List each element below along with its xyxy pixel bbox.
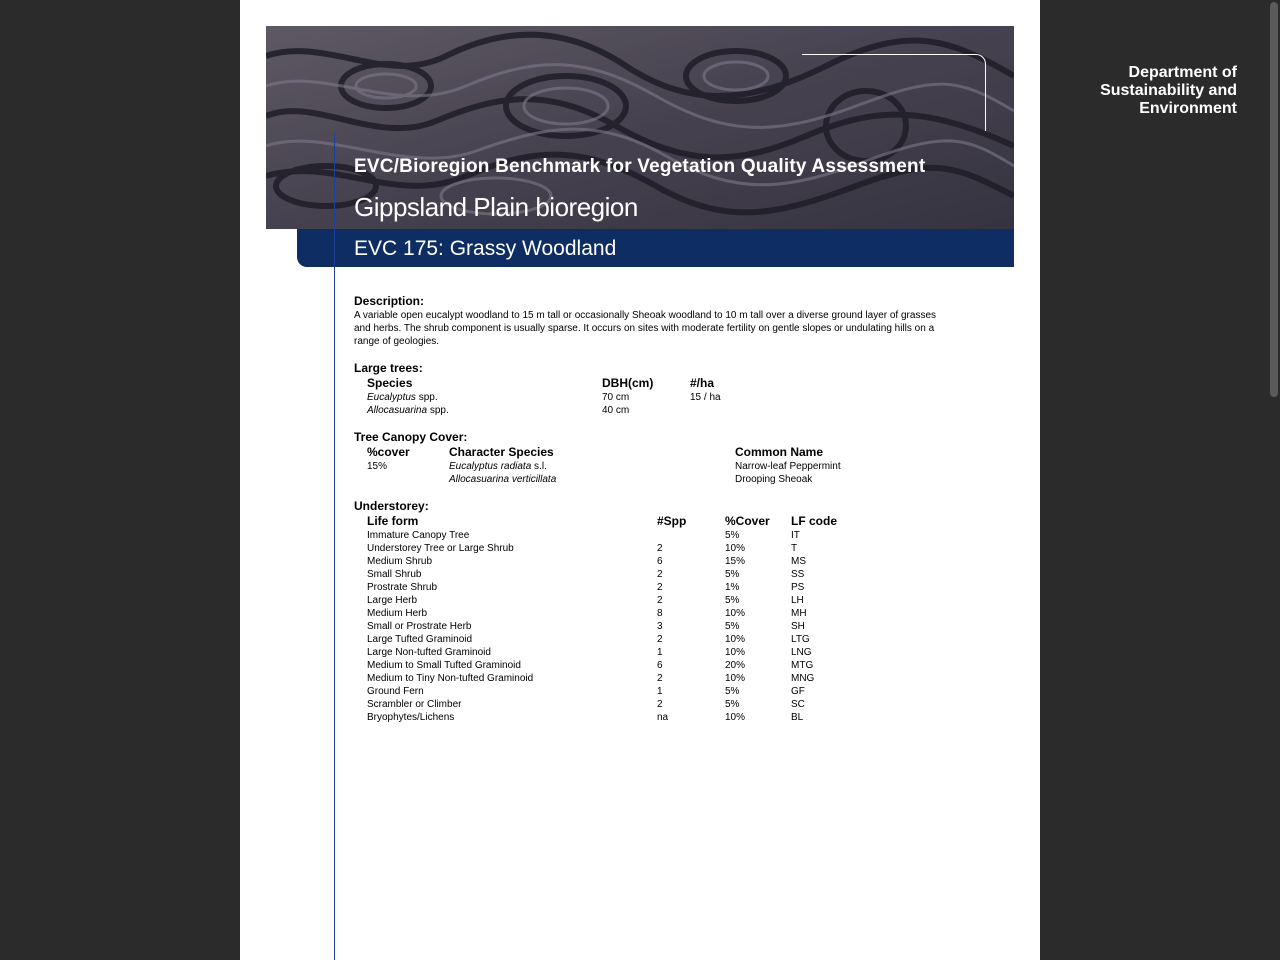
- spp-count-cell: 2: [657, 543, 663, 554]
- spp-count-cell: 2: [657, 595, 663, 606]
- benchmark-content: [354, 294, 974, 724]
- spp-count-cell: 2: [657, 673, 663, 684]
- cover-cell: 5%: [725, 699, 740, 710]
- life-form-cell: Medium Shrub: [367, 556, 433, 567]
- life-form-cell: Medium Herb: [367, 608, 428, 619]
- table-row: [354, 594, 974, 607]
- evc-title: EVC 175: Grassy Woodland: [354, 237, 617, 260]
- description-text: A variable open eucalypt woodland to 15 m tall or occasionally Sheoak woodland to 10 m tall over a diverse ground layer of grasses and herbs. The shrub component is usually sparse. It occurs on sites with moderate fertility on gentle slopes or undulating hills on a range of geologies.: [354, 310, 937, 347]
- spp-count-cell: 2: [657, 634, 663, 645]
- cover-cell: 15%: [367, 461, 388, 472]
- table-row: [354, 473, 974, 486]
- lf-code-cell: T: [791, 543, 798, 554]
- table-row: [354, 607, 974, 620]
- life-form-cell: Scrambler or Climber: [367, 699, 462, 710]
- column-header: Life form: [367, 514, 419, 528]
- understorey-table-body: [354, 529, 974, 724]
- document-title: EVC/Bioregion Benchmark for Vegetation Quality Assessment: [354, 156, 926, 177]
- table-row: [354, 555, 974, 568]
- canopy-header-row: [354, 445, 974, 460]
- cover-cell: 5%: [725, 569, 740, 580]
- spp-count-cell: 2: [657, 569, 663, 580]
- lf-code-cell: SC: [791, 699, 805, 710]
- spp-count-cell: 1: [657, 647, 663, 658]
- life-form-cell: Small Shrub: [367, 569, 422, 580]
- table-row: [354, 581, 974, 594]
- species-cell: Eucalyptus radiata s.l.: [449, 461, 547, 472]
- column-header: Species: [367, 376, 413, 390]
- life-form-cell: Bryophytes/Lichens: [367, 712, 455, 723]
- table-row: [354, 620, 974, 633]
- species-cell: Eucalyptus spp.: [367, 392, 438, 403]
- description-heading: Description:: [354, 294, 425, 308]
- understorey-header-row: [354, 514, 974, 529]
- table-row: [354, 711, 974, 724]
- viewer-scrollbar[interactable]: [1268, 0, 1280, 960]
- cover-cell: 1%: [725, 582, 740, 593]
- understorey-heading: Understorey:: [354, 499, 429, 513]
- table-row: [354, 529, 974, 542]
- lf-code-cell: IT: [791, 530, 800, 541]
- life-form-cell: Large Tufted Graminoid: [367, 634, 473, 645]
- cover-cell: 10%: [725, 712, 746, 723]
- dbh-cell: 40 cm: [602, 405, 630, 416]
- lf-code-cell: LNG: [791, 647, 812, 658]
- per-ha-cell: 15 / ha: [690, 392, 721, 403]
- lf-code-cell: BL: [791, 712, 804, 723]
- lf-code-cell: MH: [791, 608, 807, 619]
- spp-count-cell: 6: [657, 556, 663, 567]
- life-form-cell: Medium to Small Tufted Graminoid: [367, 660, 521, 671]
- table-row: [354, 685, 974, 698]
- lf-code-cell: LH: [791, 595, 804, 606]
- lf-code-cell: LTG: [791, 634, 810, 645]
- canopy-heading: Tree Canopy Cover:: [354, 430, 468, 444]
- table-row: [354, 659, 974, 672]
- scrollbar-thumb[interactable]: [1270, 2, 1278, 397]
- life-form-cell: Large Non-tufted Graminoid: [367, 647, 491, 658]
- spp-count-cell: 2: [657, 582, 663, 593]
- spp-count-cell: na: [657, 712, 669, 723]
- table-row: [354, 460, 974, 473]
- lf-code-cell: SH: [791, 621, 805, 632]
- cover-cell: 5%: [725, 595, 740, 606]
- life-form-cell: Prostrate Shrub: [367, 582, 438, 593]
- life-form-cell: Immature Canopy Tree: [367, 530, 470, 541]
- table-row: [354, 542, 974, 555]
- cover-cell: 10%: [725, 608, 746, 619]
- life-form-cell: Understorey Tree or Large Shrub: [367, 543, 514, 554]
- column-header: Character Species: [449, 445, 554, 459]
- lf-code-cell: MTG: [791, 660, 814, 671]
- cover-cell: 10%: [725, 634, 746, 645]
- column-header: #/ha: [690, 376, 715, 390]
- life-form-cell: Medium to Tiny Non-tufted Graminoid: [367, 673, 534, 684]
- spp-count-cell: 8: [657, 608, 663, 619]
- table-row: [354, 672, 974, 685]
- cover-cell: 5%: [725, 686, 740, 697]
- common-name-cell: Narrow-leaf Peppermint: [735, 461, 841, 472]
- cover-cell: 20%: [725, 660, 746, 671]
- cover-cell: 10%: [725, 673, 746, 684]
- spp-count-cell: 2: [657, 699, 663, 710]
- column-header: Common Name: [735, 445, 824, 459]
- column-header: DBH(cm): [602, 376, 654, 390]
- left-margin-rule: [334, 133, 335, 960]
- life-form-cell: Small or Prostrate Herb: [367, 621, 472, 632]
- table-row: [354, 633, 974, 646]
- large-trees-header-row: [354, 376, 974, 391]
- cover-cell: 10%: [725, 543, 746, 554]
- column-header: LF code: [791, 514, 838, 528]
- column-header: %cover: [367, 445, 410, 459]
- cover-cell: 10%: [725, 647, 746, 658]
- table-row: [354, 404, 974, 417]
- spp-count-cell: 3: [657, 621, 663, 632]
- lf-code-cell: MNG: [791, 673, 815, 684]
- bioregion-title: Gippsland Plain bioregion: [354, 192, 638, 222]
- species-cell: Allocasuarina spp.: [367, 405, 449, 416]
- life-form-cell: Ground Fern: [367, 686, 424, 697]
- cover-cell: 15%: [725, 556, 746, 567]
- table-row: [354, 698, 974, 711]
- life-form-cell: Large Herb: [367, 595, 418, 606]
- column-header: %Cover: [725, 514, 770, 528]
- lf-code-cell: SS: [791, 569, 805, 580]
- table-row: [354, 391, 974, 404]
- table-row: [354, 646, 974, 659]
- column-header: #Spp: [657, 514, 687, 528]
- lf-code-cell: MS: [791, 556, 806, 567]
- lf-code-cell: GF: [791, 686, 805, 697]
- department-name: Department of Sustainability and Environment: [1100, 64, 1237, 117]
- species-cell: Allocasuarina verticillata: [449, 474, 557, 485]
- lf-code-cell: PS: [791, 582, 805, 593]
- department-logo-frame: [802, 54, 986, 131]
- spp-count-cell: 6: [657, 660, 663, 671]
- common-name-cell: Drooping Sheoak: [735, 474, 813, 485]
- dbh-cell: 70 cm: [602, 392, 630, 403]
- spp-count-cell: 1: [657, 686, 663, 697]
- large-trees-heading: Large trees:: [354, 361, 423, 375]
- cover-cell: 5%: [725, 530, 740, 541]
- cover-cell: 5%: [725, 621, 740, 632]
- table-row: [354, 568, 974, 581]
